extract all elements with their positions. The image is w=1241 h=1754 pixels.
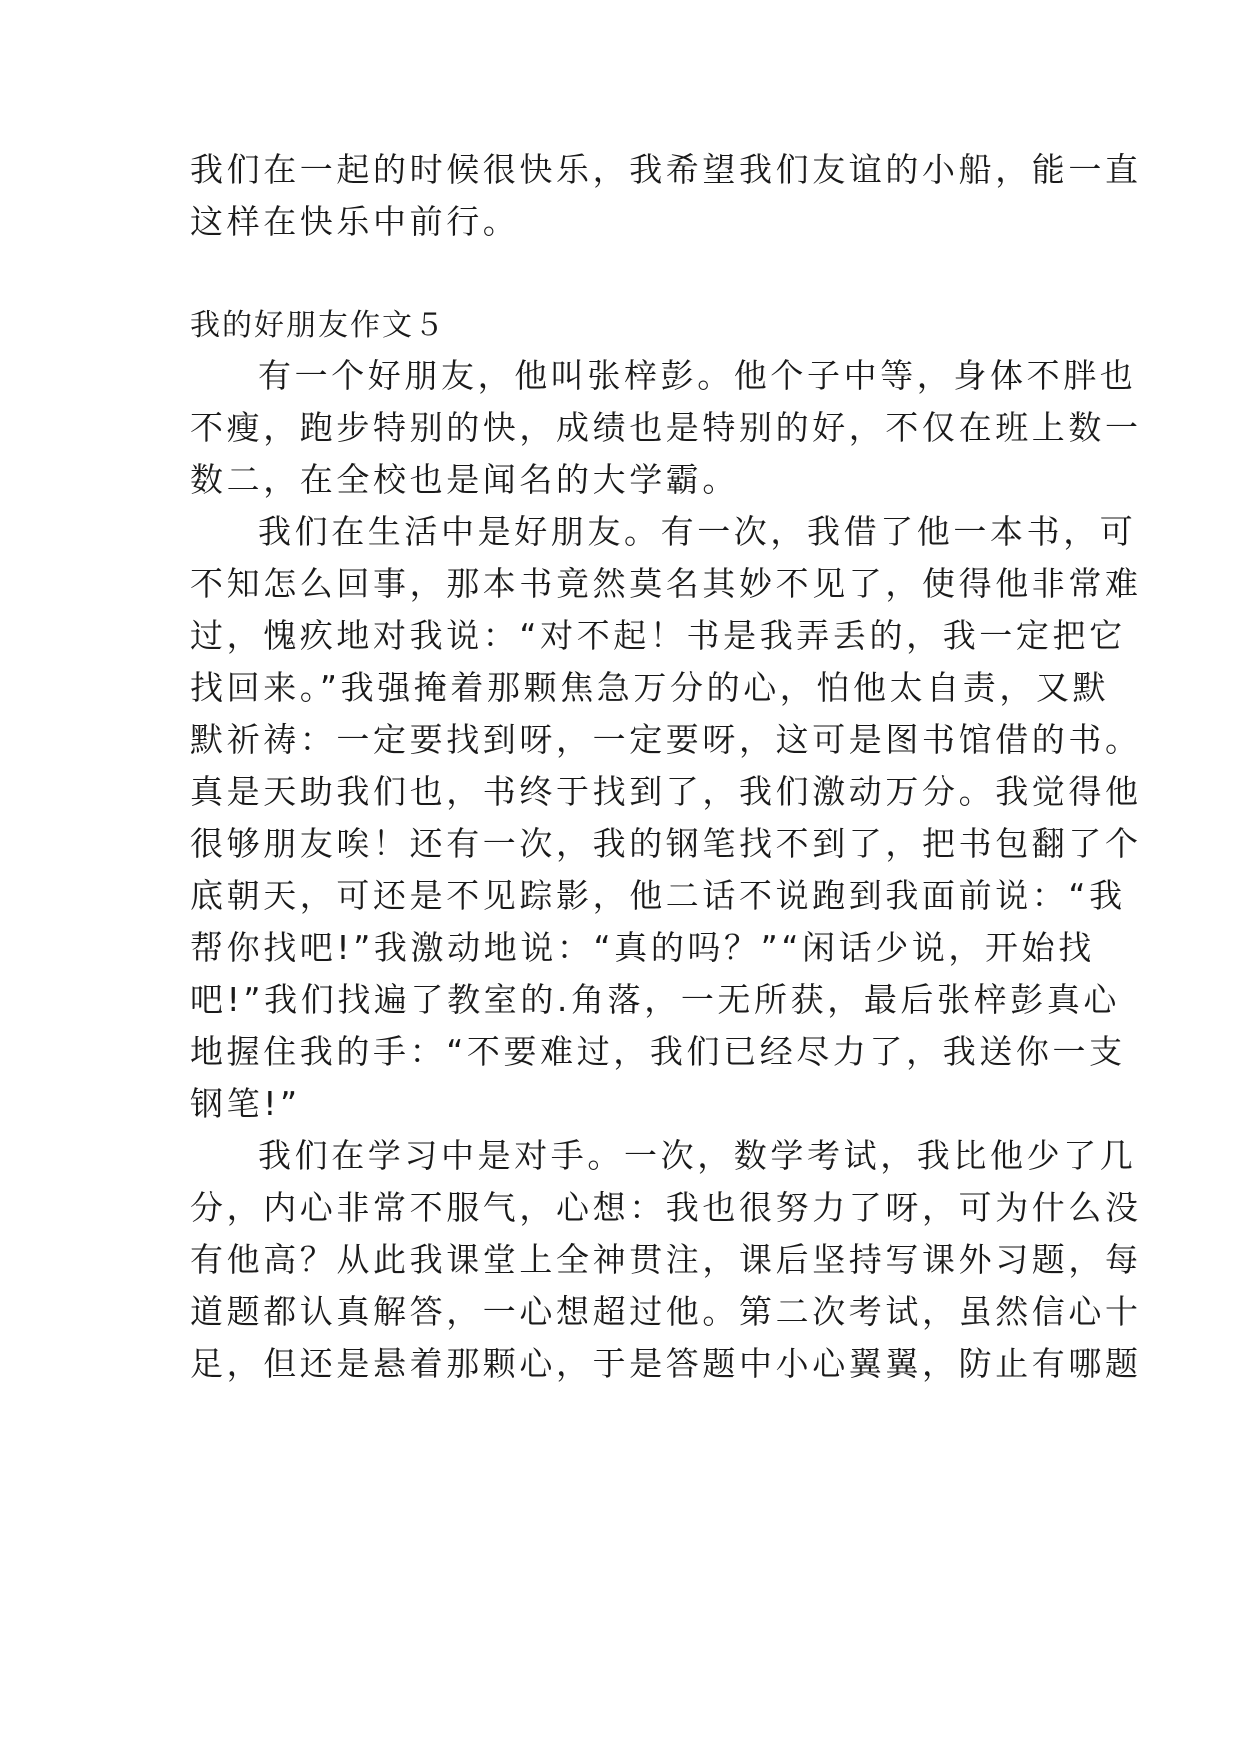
text-line: 不瘦，跑步特别的快，成绩也是特别的好，不仅在班上数一 <box>190 408 1142 447</box>
text-line: 底朝天，可还是不见踪影，他二话不说跑到我面前说：“我 <box>190 876 1126 915</box>
text-line: 我们在生活中是好朋友。有一次，我借了他一本书，可 <box>258 512 1137 551</box>
text-line: 很够朋友唉！还有一次，我的钢笔找不到了，把书包翻了个 <box>190 824 1142 863</box>
text-line: 过，愧疚地对我说：“对不起！书是我弄丢的，我一定把它 <box>190 616 1126 655</box>
text-line: 足，但还是悬着那颗心，于是答题中小心翼翼，防止有哪题 <box>190 1344 1142 1383</box>
text-line: 找回来。”我强掩着那颗焦急万分的心，怕他太自责，又默 <box>190 668 1110 707</box>
text-line: 地握住我的手：“不要难过，我们已经尽力了，我送你一支 <box>190 1032 1126 1071</box>
text-line: 有一个好朋友，他叫张梓彭。他个子中等，身体不胖也 <box>258 356 1137 395</box>
text-line: 我们在学习中是对手。一次，数学考试，我比他少了几 <box>258 1136 1137 1175</box>
text-line: 我们在一起的时候很快乐，我希望我们友谊的小船，能一直 <box>190 150 1142 189</box>
text-line: 真是天助我们也，书终于找到了，我们激动万分。我觉得他 <box>190 772 1142 811</box>
text-line: 帮你找吧!”我激动地说：“真的吗？”“闲话少说，开始找 <box>190 928 1095 967</box>
text-line: 默祈祷：一定要找到呀，一定要呀，这可是图书馆借的书。 <box>190 720 1142 759</box>
text-line: 有他高？从此我课堂上全神贯注，课后坚持写课外习题，每 <box>190 1240 1142 1279</box>
text-line: 道题都认真解答，一心想超过他。第二次考试，虽然信心十 <box>190 1292 1142 1331</box>
text-line: 这样在快乐中前行。 <box>190 202 520 241</box>
text-line: 分，内心非常不服气，心想：我也很努力了呀，可为什么没 <box>190 1188 1142 1227</box>
text-line: 吧!”我们找遍了教室的.角落，一无所获，最后张梓彭真心 <box>190 980 1121 1019</box>
text-line: 钢笔!” <box>190 1084 301 1123</box>
text-line: 数二，在全校也是闻名的大学霸。 <box>190 460 739 499</box>
text-line: 不知怎么回事，那本书竟然莫名其妙不见了，使得他非常难 <box>190 564 1142 603</box>
section-heading: 我的好朋友作文５ <box>190 308 446 343</box>
